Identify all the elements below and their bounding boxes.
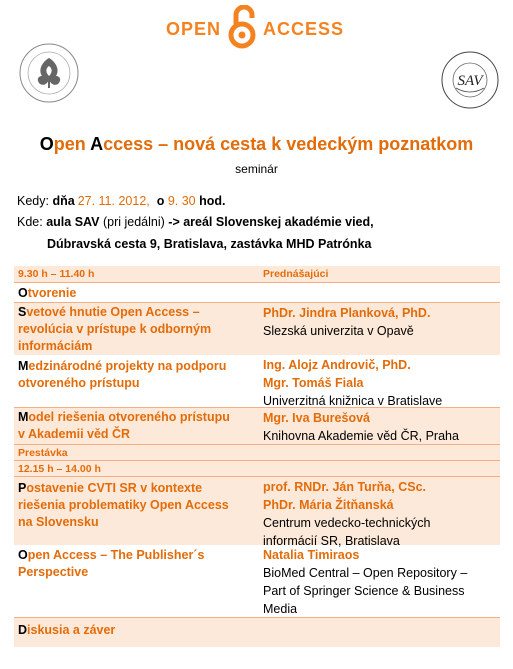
logo-text-open: OPEN — [165, 18, 221, 39]
event-address: Dúbravská cesta 9, Bratislava, zastávka MHD Patrónka — [47, 237, 372, 251]
page-title: Open Access – nová cesta k vedeckým poznatkom — [39, 134, 474, 154]
slovak-academy-seal — [18, 42, 80, 104]
program-row-talk-5: Open Access – The Publisher´s Perspective Natalia Timiraos BioMed Central – Open Repository – Part of Springer Science & Business Media — [14, 545, 500, 617]
program-table — [14, 266, 500, 647]
open-access-logo — [140, 6, 370, 52]
event-location: Kde: aula SAV (pri jedálni) -> areál Slovenskej akadémie vied, — [17, 215, 374, 229]
program-row-talk-2: Medzinárodné projekty na podporu otvoreného prístupu Ing. Alojz Androvič, PhD. Mgr. Tomáš Fiala Univerzitná knižnica v Bratislave — [14, 355, 500, 407]
library-seal — [440, 50, 500, 110]
program-header-1: 9.30 h – 11.40 h Prednášajúci — [14, 266, 500, 283]
svg-text:SAV: SAV — [457, 73, 483, 89]
program-row-otvorenie: Otvorenie — [14, 283, 500, 302]
program-row-break: Prestávka — [14, 444, 500, 460]
program-row-talk-4: Postavenie CVTI SR v kontexte riešenia problematiky Open Access na Slovensku prof. RNDr. Ján Turňa, CSc. PhDr. Mária Žitňanská Centrum vedecko-technických informácií SR, Bratislava — [14, 477, 500, 545]
open-lock-icon — [227, 5, 257, 54]
program-row-closing: Diskusia a záver — [14, 617, 500, 647]
logo-text-access: ACCESS — [263, 18, 345, 39]
program-header-2: 12.15 h – 14.00 h — [14, 460, 500, 477]
event-date: Kedy: dňa 27. 11. 2012, o 9. 30 hod. — [17, 194, 226, 208]
program-row-talk-1: Svetové hnutie Open Access – revolúcia v prístupe k odborným informáciám PhDr. Jindra Planková, PhD. Slezská univerzita v Opavě — [14, 302, 500, 355]
page-subtitle: seminár — [235, 162, 278, 176]
program-row-talk-3: Model riešenia otvoreného prístupu v Akademii věd ČR Mgr. Iva Burešová Knihovna Akademie věd ČR, Praha — [14, 407, 500, 444]
